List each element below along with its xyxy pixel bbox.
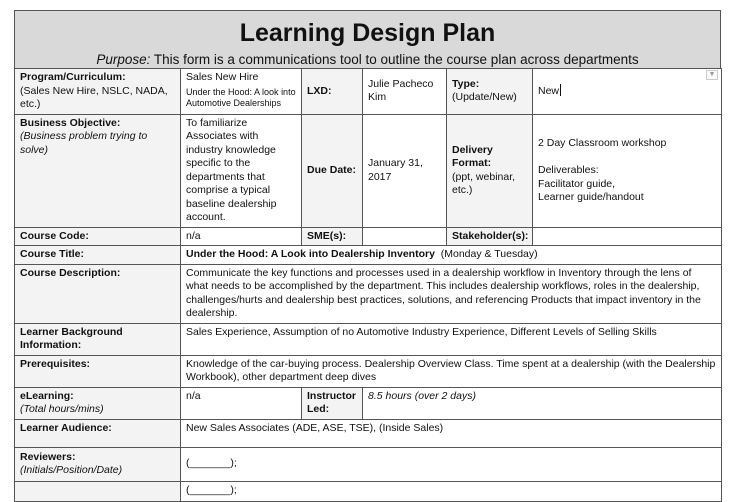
- course-code-label-cell: [15, 227, 181, 246]
- course-title-label-cell: [15, 246, 181, 265]
- delivery-value-cell[interactable]: [533, 114, 722, 227]
- purpose-line: [15, 51, 720, 69]
- row-course-title: [15, 246, 722, 265]
- reviewers-entry-cell[interactable]: [181, 481, 722, 501]
- course-description-label-cell: [15, 264, 181, 323]
- learning-design-plan-form: [14, 10, 721, 502]
- elearning-value-cell[interactable]: [181, 387, 302, 419]
- sme-label: SME(s):: [307, 229, 347, 242]
- row-learner-audience: [15, 419, 722, 447]
- type-value-cell[interactable]: [533, 69, 722, 115]
- due-date-value-cell[interactable]: [363, 114, 447, 227]
- row-course-code: [15, 227, 722, 246]
- sme-value-cell[interactable]: [363, 227, 447, 246]
- row-course-description: [15, 264, 722, 323]
- learner-background-label: Learner Background Information:: [20, 325, 123, 351]
- course-description-value-cell[interactable]: [181, 264, 722, 323]
- lxd-value: Julie Pacheco Kim: [368, 77, 434, 104]
- lxd-value-cell[interactable]: [363, 69, 447, 115]
- delivery-sublabel: (ppt, webinar, etc.): [452, 170, 516, 196]
- row-reviewers: [15, 447, 722, 481]
- sme-label-cell: [302, 227, 363, 246]
- deliverable-item: Learner guide/handout: [538, 191, 644, 203]
- business-value: To familiarize Associates with industry knowledge specific to the departments that comprise a typical baseline dealership account.: [186, 116, 277, 223]
- course-title-label: Course Title:: [20, 248, 84, 260]
- lxd-label: LXD:: [307, 84, 332, 97]
- course-code-label: Course Code:: [20, 229, 89, 242]
- course-code-value-cell[interactable]: [181, 227, 302, 246]
- lxd-label-cell: [302, 69, 363, 115]
- learner-audience-label: Learner Audience:: [20, 421, 112, 434]
- form-title: Learning Design Plan: [239, 19, 496, 47]
- course-title-value: Under the Hood: A Look into Dealership Inventory: [186, 248, 435, 260]
- row-reviewers-2: [15, 481, 722, 501]
- instructor-led-value: 8.5 hours (over 2 days): [368, 389, 476, 402]
- course-description-label: Course Description:: [20, 266, 121, 279]
- business-sublabel: (Business problem trying to solve): [20, 130, 148, 156]
- stakeholders-value-cell[interactable]: [533, 227, 722, 246]
- delivery-value: 2 Day Classroom workshop: [538, 136, 667, 149]
- program-value-cell[interactable]: [181, 69, 302, 115]
- prerequisites-label: Prerequisites:: [20, 357, 91, 370]
- business-label: Business Objective:: [20, 116, 121, 129]
- prerequisites-value: Knowledge of the car-buying process. Dealership Overview Class. Time spent at a dealership (with the Dealership Workbook), other department deep dives: [186, 357, 716, 383]
- row-elearning: [15, 387, 722, 419]
- row-learner-background: [15, 323, 722, 355]
- stakeholders-label-cell: [447, 227, 533, 246]
- type-label-cell: [447, 69, 533, 115]
- row-prerequisites: [15, 355, 722, 387]
- course-description-value: Communicate the key functions and processes used in a dealership workflow in Inventory through the lens of what needs to be accomplished by the department. This includes dealership workflows, roles in the dealership, challenges/hurts and dealership best practices, solutions, and referencing Products that impact inventory in the dealership.: [186, 266, 701, 319]
- row-business: [15, 114, 722, 227]
- learner-audience-label-cell: [15, 419, 181, 447]
- program-label: Program/Curriculum:: [20, 71, 126, 83]
- prerequisites-value-cell[interactable]: [181, 355, 722, 387]
- course-code-value: n/a: [186, 229, 201, 242]
- due-date-label-cell: [302, 114, 363, 227]
- reviewers-sublabel: (Initials/Position/Date): [20, 464, 123, 476]
- due-date-value: January 31, 2017: [368, 157, 423, 183]
- learner-audience-value: New Sales Associates (ADE, ASE, TSE), (Inside Sales): [186, 421, 444, 434]
- form-header: [14, 10, 721, 68]
- delivery-label-cell: [447, 114, 533, 227]
- plan-table: [14, 68, 722, 502]
- instructor-led-value-cell[interactable]: [363, 387, 722, 419]
- learner-background-label-cell: [15, 323, 181, 355]
- reviewer-entry: (_______);: [186, 483, 237, 496]
- instructor-led-label-cell: [302, 387, 363, 419]
- reviewer-entry: (_______);: [186, 457, 237, 470]
- program-value-detail: Under the Hood: A look into Automotive Dealerships: [186, 86, 296, 108]
- dropdown-arrow-icon[interactable]: ▼: [706, 70, 718, 80]
- reviewers-label: Reviewers:: [20, 450, 76, 463]
- program-label-cell: [15, 69, 181, 115]
- text-cursor: [560, 84, 561, 96]
- type-label: Type:: [452, 77, 480, 90]
- learner-audience-value-cell[interactable]: [181, 419, 722, 447]
- business-label-cell: [15, 114, 181, 227]
- program-sublabel: (Sales New Hire, NSLC, NADA, etc.): [20, 84, 168, 110]
- business-value-cell[interactable]: [181, 114, 302, 227]
- due-date-label: Due Date:: [307, 163, 357, 176]
- type-value: New: [538, 85, 560, 97]
- elearning-sublabel: (Total hours/mins): [20, 403, 104, 415]
- elearning-label-cell: [15, 387, 181, 419]
- learner-background-value: Sales Experience, Assumption of no Automotive Industry Experience, Different Levels of Selling Skills: [186, 325, 657, 338]
- deliverable-item: Facilitator guide,: [538, 177, 616, 190]
- program-value: Sales New Hire: [186, 71, 259, 83]
- deliverables-label: Deliverables:: [538, 164, 599, 176]
- prerequisites-label-cell: [15, 355, 181, 387]
- course-title-days: (Monday & Tuesday): [440, 248, 538, 260]
- elearning-label: eLearning:: [20, 389, 74, 402]
- instructor-led-label: Instructor Led:: [307, 389, 357, 415]
- reviewers-entry-cell[interactable]: [181, 447, 722, 481]
- learner-background-value-cell[interactable]: [181, 323, 722, 355]
- row-program: [15, 69, 722, 115]
- reviewers-label-cell: [15, 447, 181, 481]
- purpose-text: This form is a communications tool to outline the course plan across departments: [153, 52, 639, 67]
- type-sublabel: (Update/New): [452, 91, 517, 104]
- purpose-label: Purpose:: [96, 52, 151, 67]
- stakeholders-label: Stakeholder(s):: [452, 229, 529, 242]
- elearning-value: n/a: [186, 389, 201, 402]
- reviewers-blank-label-cell: [15, 481, 181, 501]
- delivery-label: Delivery Format:: [452, 143, 493, 169]
- course-title-value-cell[interactable]: [181, 246, 722, 265]
